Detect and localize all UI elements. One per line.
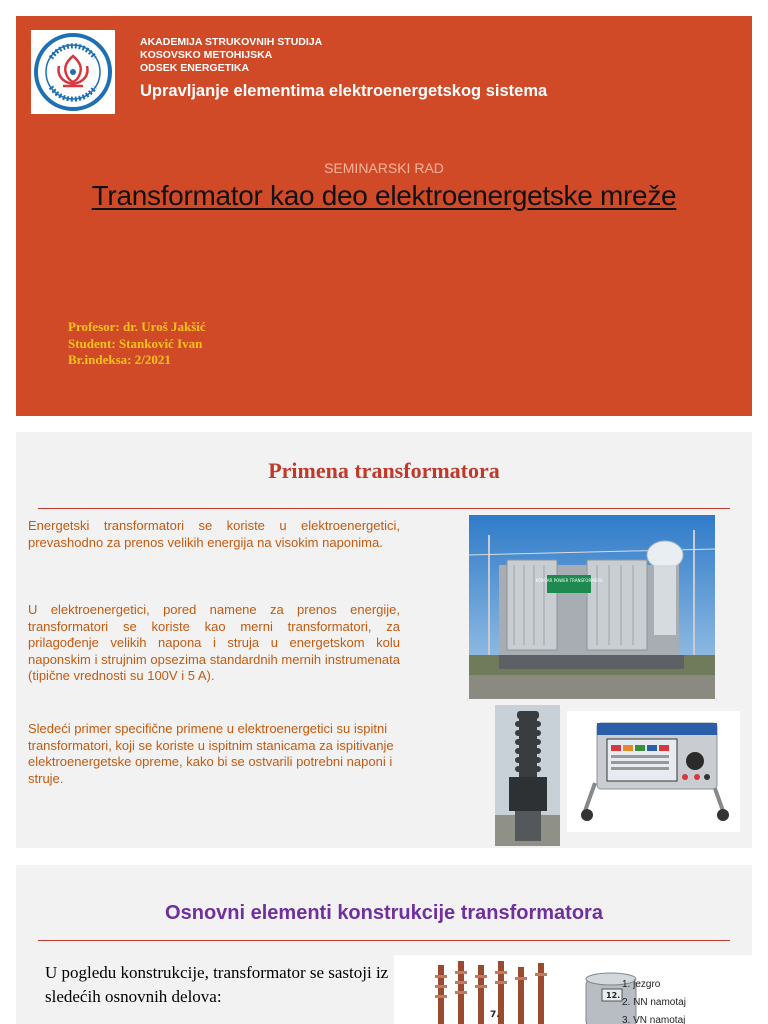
list-item: 3. VN namotaj [622, 1015, 686, 1024]
parts-list [622, 976, 686, 1024]
applications-slide [16, 432, 752, 848]
paragraph: Sledeći primer specifične primene u elektroenergetici su ispitni transformatori, koji se koriste u ispitnim stanicama za ispitivanje elektroenergetske opreme, kako bi se ostvarili potrebni naponi i struje. [28, 721, 394, 786]
diagram-label: 7. [490, 1010, 500, 1020]
section-title: Primena transformatora [268, 458, 500, 483]
institution-name [140, 36, 322, 75]
academy-logo [31, 30, 115, 114]
diagram-label: 12. [606, 991, 621, 1000]
student-line: Student: Stanković Ivan [68, 335, 203, 351]
test-set-photo [567, 711, 740, 832]
list-item: 1. jezgro [622, 979, 661, 990]
paragraph: U elektroenergetici, pored namene za prenos energije, transformatori se koriste kao merni transformatori, za prilagođenje velikih napona i struja u energetskom kolu naponskim i strujnim opsezima standardnih mernih instrumenata (tipične vrednosti su 100V i 5 A). [28, 602, 400, 683]
transformer-diagram [394, 955, 752, 1024]
title-divider [38, 940, 730, 941]
construction-slide [16, 865, 752, 1024]
professor-line: Profesor: dr. Uroš Jakšić [68, 319, 206, 334]
paragraph: Energetski transformatori se koriste u elektroenergetici, prevashodno za prenos velikih energija na visokim naponima. [28, 518, 400, 550]
section-title: Osnovni elementi konstrukcije transformatora [165, 902, 603, 924]
title-divider [38, 508, 730, 509]
current-transformer-photo [495, 705, 560, 846]
academy-seal-icon [33, 32, 113, 112]
document-type: SEMINARSKI RAD [324, 160, 444, 176]
institution-line: AKADEMIJA STRUKOVNIH STUDIJA [140, 36, 323, 48]
thesis-title: Transformator kao deo elektroenergetske mreže [91, 180, 677, 211]
construction-intro: U pogledu konstrukcije, transformator se sastoji iz sledećih osnovnih delova: [45, 963, 389, 1006]
course-title: Upravljanje elementima elektroenergetskog sistema [140, 82, 548, 100]
power-transformer-photo [469, 515, 715, 699]
construction-diagram [394, 955, 752, 1024]
list-item: 2. NN namotaj [622, 997, 686, 1008]
institution-line: KOSOVSKO METOHIJSKA [140, 49, 273, 61]
transformer-sign: KONČAR POWER TRANSFORMERS [535, 578, 603, 583]
author-info [68, 319, 206, 369]
index-line: Br.indeksa: 2/2021 [68, 352, 171, 367]
cover-slide [16, 16, 752, 416]
department-line: ODSEK ENERGETIKA [140, 62, 250, 74]
